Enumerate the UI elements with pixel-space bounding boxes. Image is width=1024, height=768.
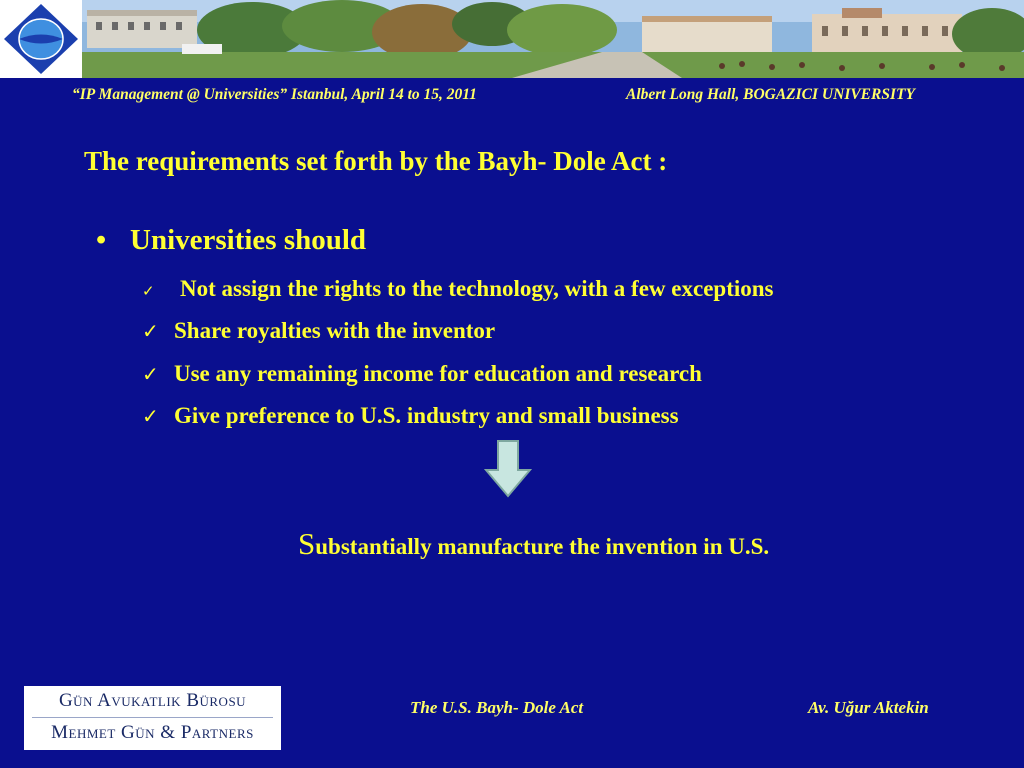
- university-logo: [0, 0, 82, 78]
- top-banner: [0, 0, 1024, 78]
- list-item: [142, 276, 774, 302]
- logo-divider: [32, 717, 273, 718]
- checkmark-icon: ✓: [142, 404, 159, 428]
- event-venue: Albert Long Hall, BOGAZICI UNIVERSITY: [626, 86, 915, 103]
- campus-photo: [82, 0, 1024, 78]
- university-logo-icon: [0, 0, 82, 78]
- conclusion-rest: ubstantially manufacture the invention in U.S.: [315, 534, 770, 559]
- event-title: “IP Management @ Universities” Istanbul, April 14 to 15, 2011: [72, 86, 477, 103]
- law-firm-logo: [24, 686, 281, 750]
- checkmark-icon: ✓: [142, 362, 159, 386]
- down-arrow-icon: [484, 440, 532, 498]
- list-item-text: Use any remaining income for education and research: [174, 361, 702, 386]
- bullet-icon: •: [96, 224, 107, 256]
- main-bullet: [96, 224, 366, 257]
- list-item: [142, 403, 679, 429]
- footer-author: Av. Uğur Aktekin: [808, 698, 929, 717]
- firm-name-english: Mehmet Gün & Partners: [51, 722, 254, 743]
- event-header: [0, 86, 1024, 106]
- main-bullet-text: Universities should: [130, 224, 367, 256]
- list-item-text: Share royalties with the inventor: [174, 318, 496, 343]
- list-item: [142, 318, 495, 344]
- footer-topic: The U.S. Bayh- Dole Act: [410, 698, 584, 717]
- list-item-text: Give preference to U.S. industry and small business: [174, 403, 679, 428]
- slide-title: The requirements set forth by the Bayh- Dole Act :: [84, 146, 668, 176]
- list-item: [142, 361, 702, 387]
- checkmark-icon: ✓: [142, 319, 159, 343]
- list-item-text: Not assign the rights to the technology, with a few exceptions: [180, 276, 774, 301]
- conclusion-initial: S: [298, 526, 316, 561]
- firm-name-turkish: Gün Avukatlık Bürosu: [58, 690, 247, 711]
- conclusion-text: [298, 526, 769, 562]
- checkmark-icon: ✓: [142, 282, 155, 300]
